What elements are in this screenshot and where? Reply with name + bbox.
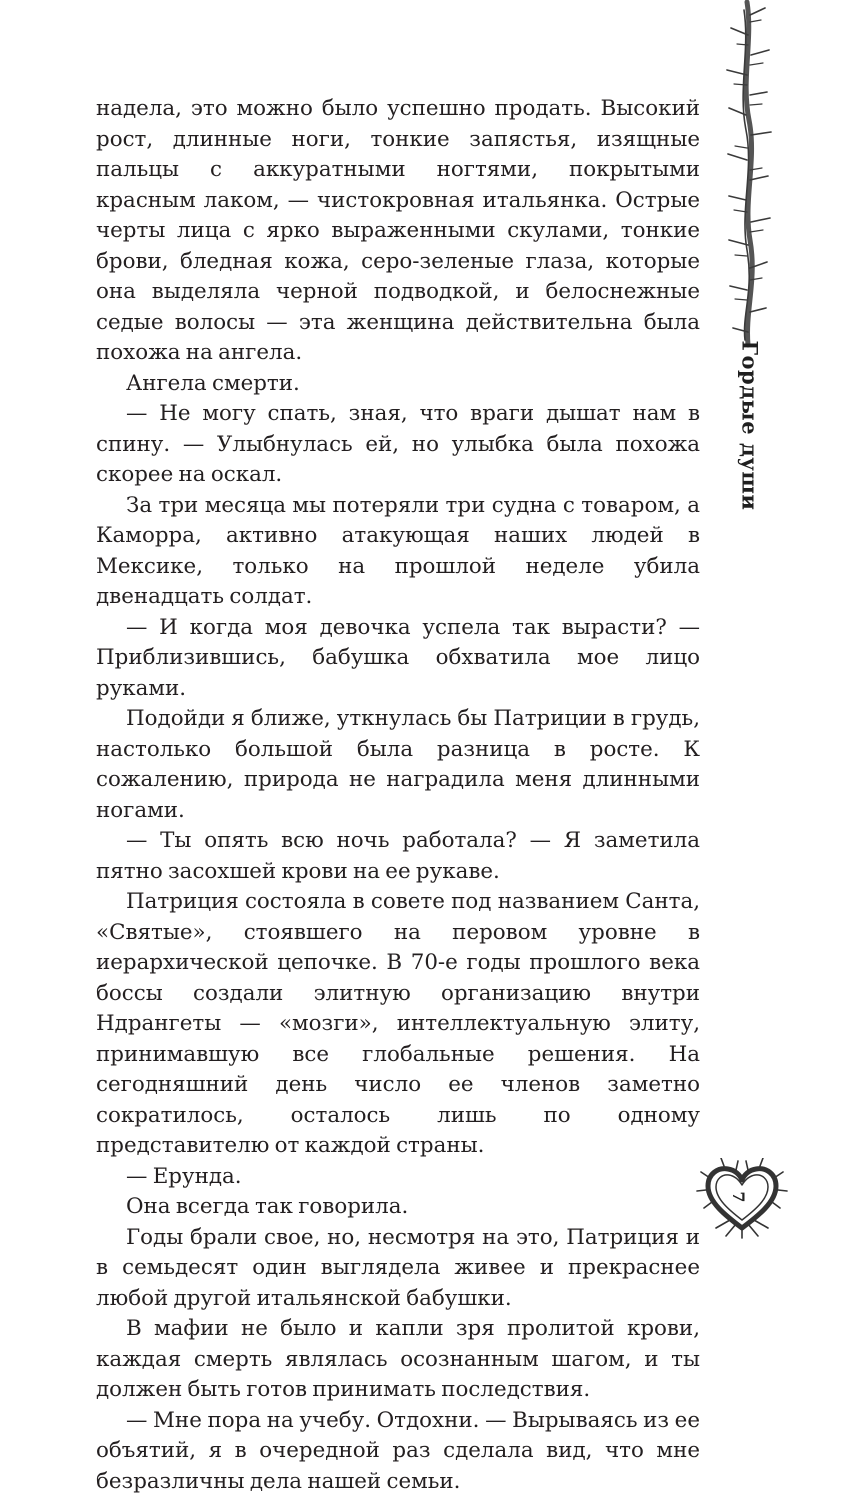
- thorny-vine-ornament: [717, 0, 779, 350]
- paragraph: Годы брали свое, но, несмотря на это, Патриция и в семьдесят один выглядела живее и прекраснее любой другой итальянской бабушки.: [96, 1223, 700, 1315]
- paragraph: За три месяца мы потеряли три судна с товаром, а Каморра, активно атакующая наших людей в Мексике, только на прошлой неделе убила двенадцать солдат.: [96, 491, 700, 613]
- paragraph: Она всегда так говорила.: [96, 1192, 700, 1223]
- body-text: [96, 94, 700, 1497]
- paragraph: — Мне пора на учебу. Отдохни. — Вырываясь из ее объятий, я в очередной раз сделала вид, что мне безразличны дела нашей семьи.: [96, 1406, 700, 1497]
- paragraph: — И когда моя девочка успела так вырасти? — Приблизившись, бабушка обхватила мое лицо руками.: [96, 613, 700, 705]
- paragraph: — Ерунда.: [96, 1162, 700, 1193]
- paragraph: Подойди я ближе, уткнулась бы Патриции в грудь, настолько большой была разница в росте. К сожалению, природа не наградила меня длинными ногами.: [96, 704, 700, 826]
- paragraph: В мафии не было и капли зря пролитой крови, каждая смерть являлась осознанным шагом, и ты должен быть готов принимать последствия.: [96, 1314, 700, 1406]
- running-title: [735, 350, 765, 500]
- paragraph: надела, это можно было успешно продать. Высокий рост, длинные ноги, тонкие запястья, изящные пальцы с аккуратными ногтями, покрытыми красным лаком, — чистокровная итальянка. Острые черты лица с ярко выраженными скулами, тонкие брови, бледная кожа, серо-зеленые глаза, которые она выделяла черной подводкой, и белоснежные седые волосы — эта женщина действительна была похожа на ангела.: [96, 94, 700, 369]
- paragraph: Ангела смерти.: [96, 369, 700, 400]
- page-number: 7: [727, 1186, 751, 1208]
- running-title-text: Гордые души: [738, 340, 763, 510]
- paragraph: — Не могу спать, зная, что враги дышат нам в спину. — Улыбнулась ей, но улыбка была похожа скорее на оскал.: [96, 399, 700, 491]
- paragraph: Патриция состояла в совете под названием Санта, «Святые», стоявшего на перовом уровне в иерархической цепочке. В 70-е годы прошлого века боссы создали элитную организацию внутри Ндрангеты — «мозги», интеллектуальную элиту, принимавшую все глобальные решения. На сегодняшний день число ее членов заметно сократилось, осталось лишь по одному представителю от каждой страны.: [96, 887, 700, 1162]
- paragraph: — Ты опять всю ночь работала? — Я заметила пятно засохшей крови на ее рукаве.: [96, 826, 700, 887]
